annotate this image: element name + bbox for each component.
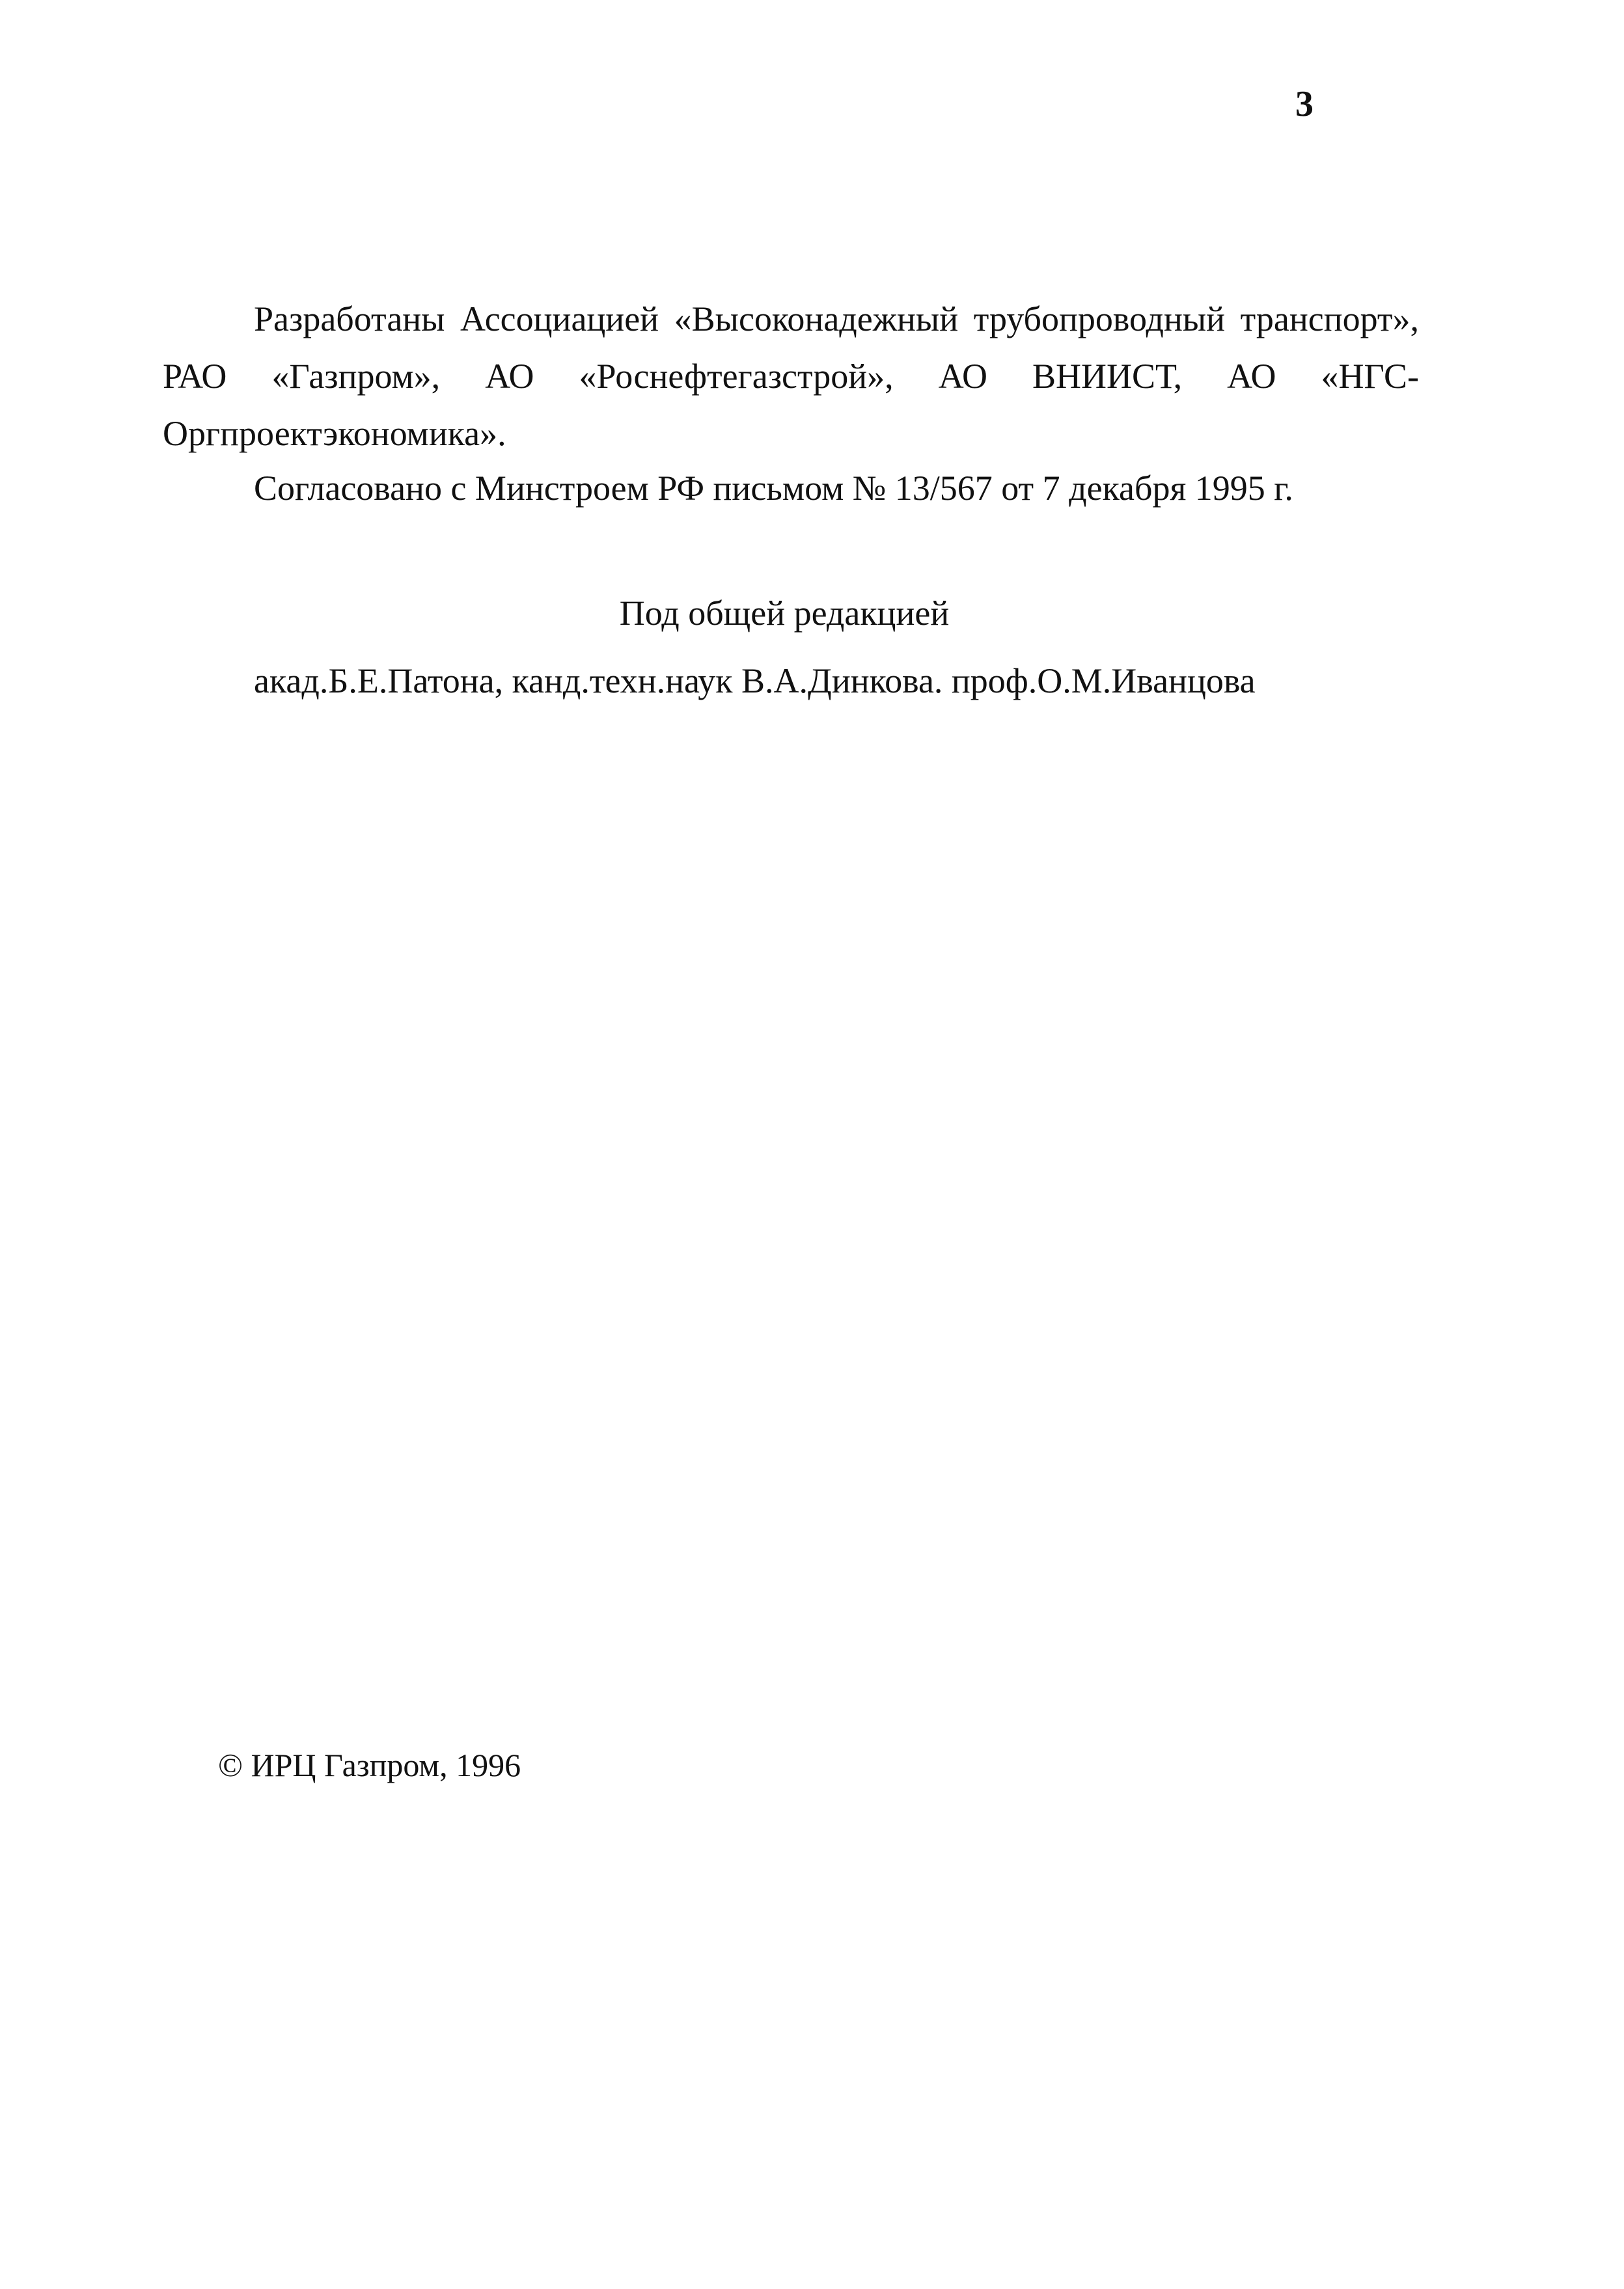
editors-title: Под общей редакцией (619, 594, 950, 633)
developers-paragraph: Разработаны Ассоциацией «Высоконадежный трубопроводный транспорт», РАО «Газпром», АО «Роснефтегазстрой», АО ВНИИСТ, АО «НГС-Оргпроектэкономика». (163, 299, 1419, 453)
agreement-line: Согласовано с Минстроем РФ письмом № 13/567 от 7 декабря 1995 г. (254, 469, 1293, 508)
page-number: 3 (1295, 84, 1314, 124)
editors-names: акад.Б.Е.Патона, канд.техн.наук В.А.Динкова. проф.О.М.Иванцова (254, 661, 1256, 700)
copyright-notice: © ИРЦ Газпром, 1996 (218, 1747, 521, 1783)
